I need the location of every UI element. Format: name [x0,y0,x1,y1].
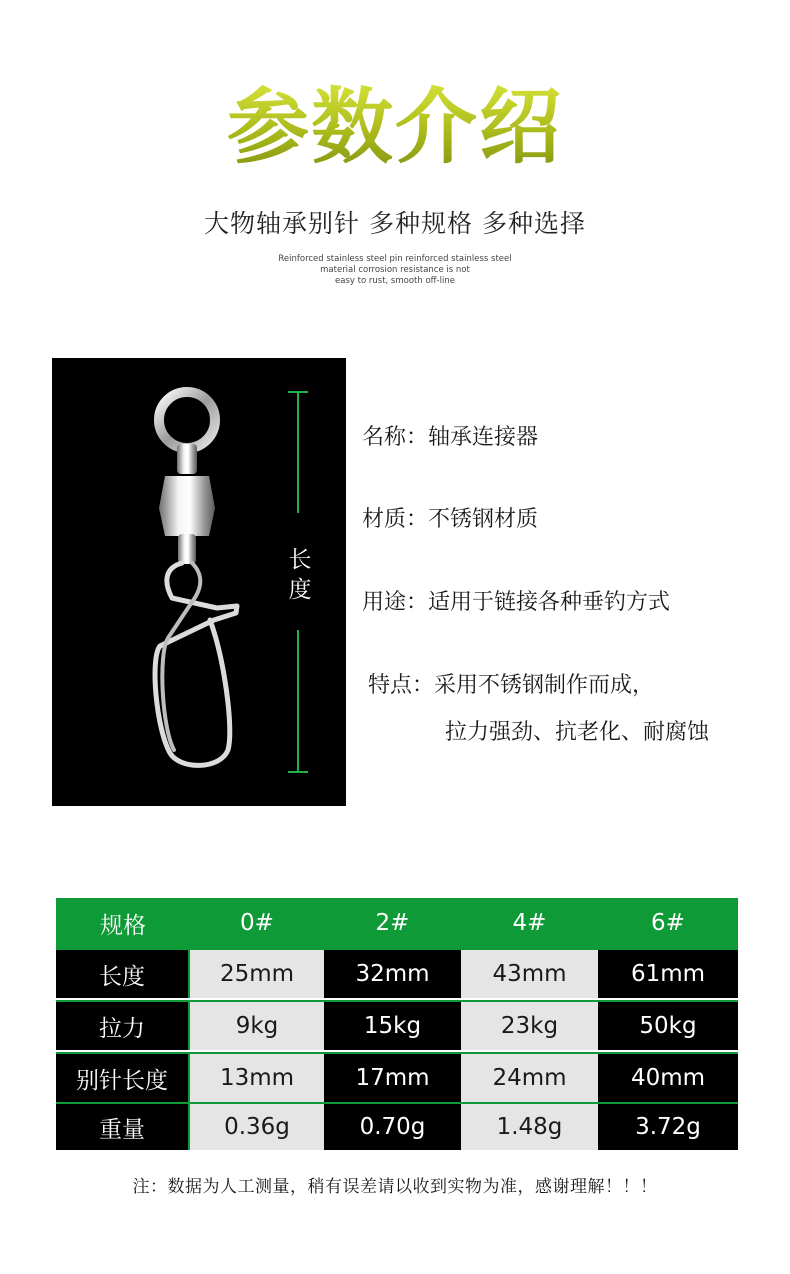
spec-material: 材质：不锈钢材质 [362,507,539,532]
row-label: 别针长度 [56,1052,190,1102]
page-title: 参数介绍 [0,78,790,178]
header-cell: 6# [651,910,685,936]
table-cell: 9kg [190,1000,324,1050]
length-label [284,545,316,605]
header-cell: 2# [375,910,410,936]
table-cell: 17mm [324,1052,461,1102]
table-cell: 24mm [461,1052,598,1102]
english-line: easy to rust, smooth off-line [335,276,455,286]
table-cell: 43mm [461,948,598,998]
table-cell: 25mm [190,948,324,998]
header-cell: 0# [240,910,274,936]
header-cell: 4# [512,910,547,936]
table-cell: 32mm [324,948,461,998]
english-description [245,254,545,287]
table-row [56,1052,738,1102]
row-label: 拉力 [56,1000,190,1050]
table-header [56,898,738,948]
table-cell: 40mm [598,1052,738,1102]
spec-name: 名称：轴承连接器 [362,425,539,450]
row-label: 长度 [56,948,190,998]
spec-usage: 用途：适用于链接各种垂钓方式 [362,590,671,615]
table-cell: 0.36g [190,1102,324,1150]
english-line: material corrosion resistance is not [320,265,470,275]
spec-features-1: 特点：采用不锈钢制作而成， [368,673,655,698]
page-subtitle: 大物轴承别针 多种规格 多种选择 [204,209,586,238]
table-cell: 15kg [324,1000,461,1050]
english-line: Reinforced stainless steel pin reinforced stainless steel [278,254,512,264]
table-row [56,1000,738,1050]
table-cell: 13mm [190,1052,324,1102]
disclaimer-note: 注：数据为人工测量，稍有误差请以收到实物为准，感谢理解！！！ [132,1177,658,1197]
table-row [56,948,738,998]
length-label-char: 长 [288,547,312,573]
header-cell: 规格 [100,912,146,939]
spec-features-2: 拉力强劲、抗老化、耐腐蚀 [445,720,710,745]
table-cell: 61mm [598,948,738,998]
row-label: 重量 [56,1102,190,1150]
table-cell: 23kg [461,1000,598,1050]
table-cell: 1.48g [461,1102,598,1150]
table-cell: 3.72g [598,1102,738,1150]
table-row [56,1102,738,1150]
ring-shape [159,392,215,448]
table-cell: 50kg [598,1000,738,1050]
table-cell: 0.70g [324,1102,461,1150]
length-label-char: 度 [288,577,312,603]
